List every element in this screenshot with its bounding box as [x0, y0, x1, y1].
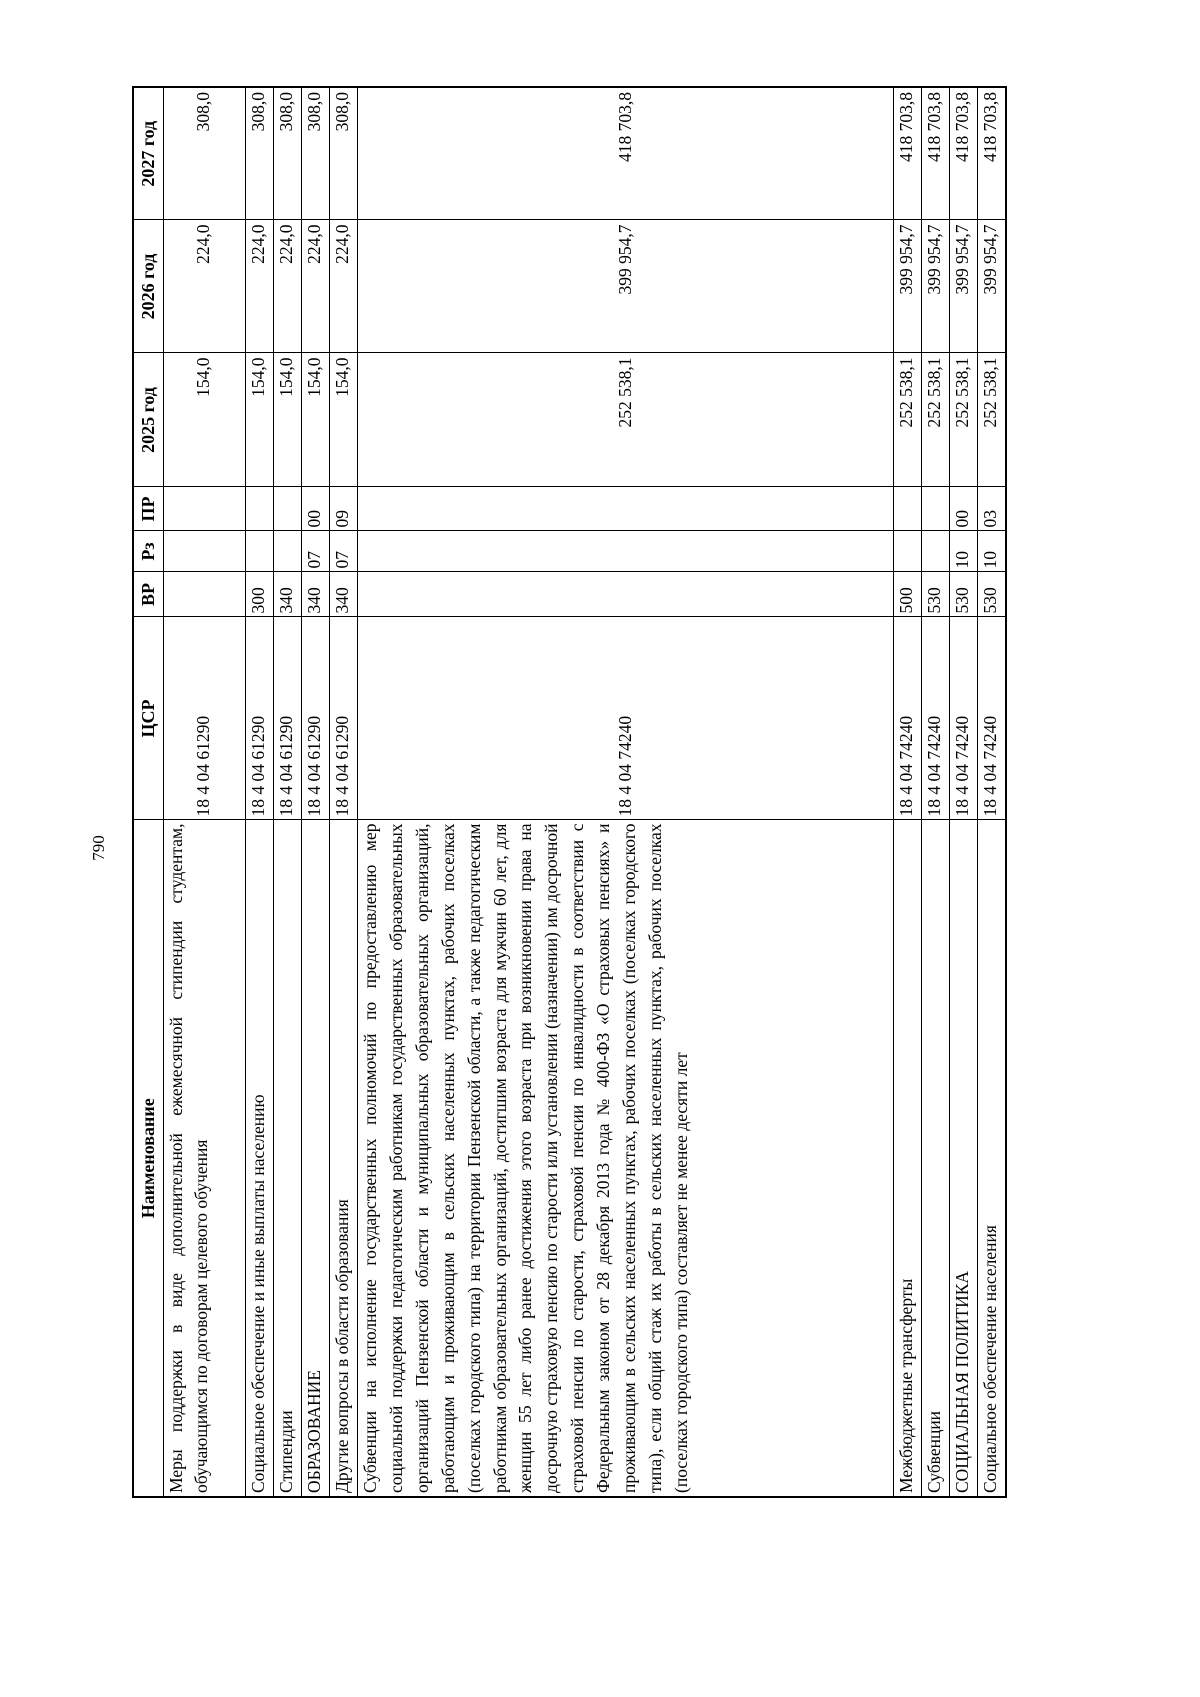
row-csr: 18 4 04 61290 [302, 617, 330, 820]
row-vr [358, 572, 894, 617]
row-rz [163, 531, 246, 572]
header-name: Наименование [133, 820, 163, 1497]
row-2025: 154,0 [163, 353, 246, 487]
row-pr: 00 [302, 487, 330, 531]
row-name: Стипендии [274, 820, 302, 1497]
row-2027: 418 703,8 [894, 87, 922, 220]
row-name: Субвенции [922, 820, 950, 1497]
row-name: Социальное обеспечение и иные выплаты населению [246, 820, 274, 1497]
table-row [894, 87, 922, 1497]
row-2026: 224,0 [302, 220, 330, 353]
row-2025: 252 538,1 [922, 353, 950, 487]
row-2026: 224,0 [274, 220, 302, 353]
row-csr: 18 4 04 61290 [246, 617, 274, 820]
row-2025: 252 538,1 [978, 353, 1006, 487]
row-2025: 154,0 [302, 353, 330, 487]
row-vr: 340 [274, 572, 302, 617]
page-number: 790 [89, 835, 108, 861]
row-vr: 500 [894, 572, 922, 617]
row-csr: 18 4 04 61290 [163, 617, 246, 820]
header-row [133, 87, 163, 1497]
row-2027: 418 703,8 [978, 87, 1006, 220]
row-2026: 224,0 [246, 220, 274, 353]
table-row [163, 87, 246, 1497]
header-rz: Рз [133, 531, 163, 572]
row-vr: 340 [330, 572, 358, 617]
row-2026: 399 954,7 [358, 220, 894, 353]
row-pr [358, 487, 894, 531]
row-vr: 530 [978, 572, 1006, 617]
row-pr: 00 [950, 487, 978, 531]
table-row [978, 87, 1006, 1497]
row-2025: 154,0 [330, 353, 358, 487]
row-pr [163, 487, 246, 531]
row-name: ОБРАЗОВАНИЕ [302, 820, 330, 1497]
row-2027: 418 703,8 [358, 87, 894, 220]
row-2026: 224,0 [330, 220, 358, 353]
row-2025: 252 538,1 [358, 353, 894, 487]
row-vr [163, 572, 246, 617]
table-row [246, 87, 274, 1497]
budget-table [132, 86, 1007, 1498]
table-row [274, 87, 302, 1497]
row-csr: 18 4 04 74240 [358, 617, 894, 820]
row-rz: 07 [302, 531, 330, 572]
row-name: Другие вопросы в области образования [330, 820, 358, 1497]
header-2027: 2027 год [133, 87, 163, 220]
row-rz [246, 531, 274, 572]
table-row [922, 87, 950, 1497]
row-2027: 308,0 [163, 87, 246, 220]
row-rz: 07 [330, 531, 358, 572]
row-name: Субвенции на исполнение государственных полномочий по предоставлению мер социальной поддержки педагогическим работникам государственных образовательных организаций Пензенской области и муниципальных образовательных организаций, работающим и проживающим в сельских населенных пунктах, рабочих поселках (поселках городского типа) на территории Пензенской области, а также педагогическим работникам образовательных организаций, достигшим возраста для мужчин 60 лет, для женщин 55 лет либо ранее достижения этого возраста при возникновении права на досрочную страховую пенсию по старости или установлении (назначении) им досрочной страховой пенсии по старости, страховой пенсии по инвалидности в соответствии с Федеральным законом от 28 декабря 2013 года № 400-ФЗ «О страховых пенсиях» и проживающим в сельских населенных пунктах, рабочих поселках (поселках городского типа), если общий стаж их работы в сельских населенных пунктах, рабочих поселках (поселках городского типа) составляет не менее десяти лет [358, 820, 894, 1497]
row-2025: 154,0 [274, 353, 302, 487]
row-pr: 09 [330, 487, 358, 531]
row-pr [274, 487, 302, 531]
row-vr: 530 [922, 572, 950, 617]
row-csr: 18 4 04 61290 [330, 617, 358, 820]
row-csr: 18 4 04 74240 [894, 617, 922, 820]
row-rz [894, 531, 922, 572]
row-csr: 18 4 04 74240 [978, 617, 1006, 820]
row-2027: 308,0 [302, 87, 330, 220]
header-vr: ВР [133, 572, 163, 617]
row-2027: 308,0 [246, 87, 274, 220]
table-row [330, 87, 358, 1497]
row-2025: 154,0 [246, 353, 274, 487]
row-name: СОЦИАЛЬНАЯ ПОЛИТИКА [950, 820, 978, 1497]
row-2025: 252 538,1 [894, 353, 922, 487]
row-2026: 224,0 [163, 220, 246, 353]
row-2026: 399 954,7 [978, 220, 1006, 353]
header-pr: ПР [133, 487, 163, 531]
header-2025: 2025 год [133, 353, 163, 487]
row-csr: 18 4 04 61290 [274, 617, 302, 820]
row-2027: 308,0 [274, 87, 302, 220]
row-pr [894, 487, 922, 531]
row-pr: 03 [978, 487, 1006, 531]
row-name: Меры поддержки в виде дополнительной ежемесячной стипендии студентам, обучающимся по договорам целевого обучения [163, 820, 246, 1497]
row-rz: 10 [950, 531, 978, 572]
header-2026: 2026 год [133, 220, 163, 353]
row-2027: 418 703,8 [922, 87, 950, 220]
table-row [302, 87, 330, 1497]
row-pr [246, 487, 274, 531]
row-rz [358, 531, 894, 572]
row-rz [922, 531, 950, 572]
row-vr: 300 [246, 572, 274, 617]
row-csr: 18 4 04 74240 [922, 617, 950, 820]
row-2026: 399 954,7 [894, 220, 922, 353]
row-rz: 10 [978, 531, 1006, 572]
row-2027: 418 703,8 [950, 87, 978, 220]
header-csr: ЦСР [133, 617, 163, 820]
row-2026: 399 954,7 [922, 220, 950, 353]
table-row [358, 87, 894, 1497]
row-2026: 399 954,7 [950, 220, 978, 353]
row-rz [274, 531, 302, 572]
row-vr: 530 [950, 572, 978, 617]
row-name: Межбюджетные трансферты [894, 820, 922, 1497]
row-csr: 18 4 04 74240 [950, 617, 978, 820]
row-name: Социальное обеспечение населения [978, 820, 1006, 1497]
budget-table-rotated [132, 88, 1007, 1498]
row-pr [922, 487, 950, 531]
table-row [950, 87, 978, 1497]
row-vr: 340 [302, 572, 330, 617]
row-2025: 252 538,1 [950, 353, 978, 487]
row-2027: 308,0 [330, 87, 358, 220]
